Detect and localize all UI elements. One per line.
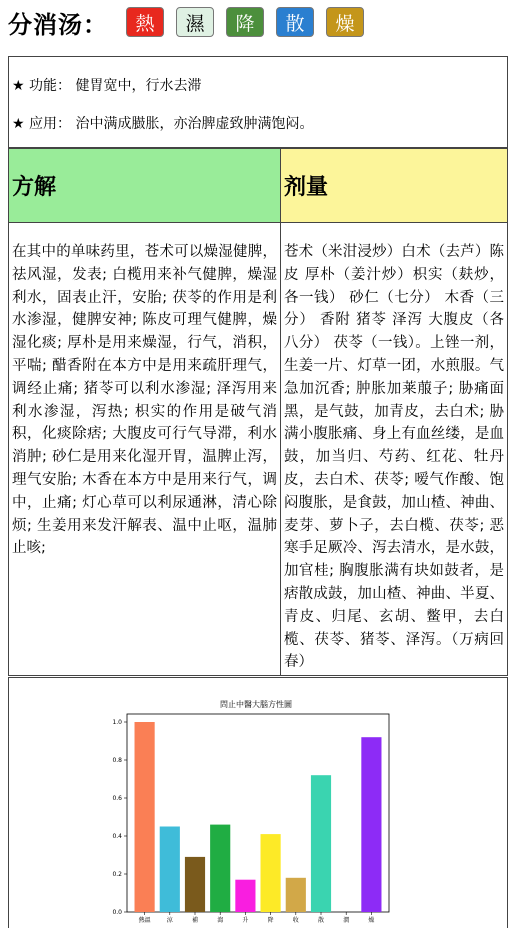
application-text: 治中满成臌胀，亦治脾虚致肿满饱闷。 [75,116,314,132]
formula-table [8,148,508,676]
badge-hot: 熱 [126,7,164,37]
dosage-body: 苍术（米泔浸炒）白术（去芦）陈皮 厚朴（姜汁炒）枳实（麸炒，各一钱） 砂仁（七分） 木香（三分） 香附 猪苓 泽泻 大腹皮（各八分） 茯苓（一钱）。上锉一剂，生姜一片、灯草一团，水煎服。气急加沉香; 肿胀加莱菔子; 胁痛面黑，是气鼓，加青皮，去白术; 胁满小腹胀痛、身上有血丝缕，是血鼓，加当归、芍药、红花、牡丹皮，去白术、茯苓; 嗳气作酸、饱闷腹胀，是食鼓，加山楂、神曲、麦芽、萝卜子，去白榄、茯苓; 恶寒手足厥冷、泻去清水，是水鼓，加官桂; 胸腹胀满有块如鼓者，是痞散成鼓，加山楂、神曲、半夏、青皮、归尾、玄胡、鳖甲，去白榄、茯苓、猪苓、泽泻。（万病回春） [284,244,504,671]
x-tick-label: 涼 [166,917,173,924]
x-tick-label: 散 [317,917,325,924]
bar-0 [135,722,155,912]
x-tick-label: 收 [292,917,299,924]
function-box [8,56,508,148]
bar-3 [210,825,230,912]
application-label: ★ 应用： [12,116,72,132]
bar-7 [311,775,331,912]
x-tick-label: 潤 [343,917,350,924]
bar-2 [185,857,205,912]
function-text: 健胃宽中，行水去滞 [75,78,202,94]
x-tick-label: 瀉 [217,917,224,924]
bar-1 [160,827,180,913]
bar-4 [235,880,255,912]
header [8,0,518,44]
chart-title: 問止中醫大腦方性圖 [220,700,292,709]
y-tick-label: 0.4 [112,833,122,840]
x-tick-label: 熱溫 [138,917,151,924]
property-chart [9,678,507,928]
chart-box [8,677,508,928]
y-tick-label: 0.2 [112,871,122,878]
y-tick-label: 1.0 [112,719,122,726]
y-tick-label: 0.0 [112,909,122,916]
application-line [12,113,313,133]
badge-damp: 濕 [176,7,214,37]
explanation-header: 方解 [9,149,281,223]
badge-dry: 燥 [326,7,364,37]
x-tick-label: 降 [267,917,274,924]
y-tick-label: 0.8 [112,757,122,764]
page-title: 分消汤： [8,10,108,39]
bar-9 [361,737,381,912]
bar-6 [286,878,306,912]
badge-descend: 降 [226,7,264,37]
x-tick-label: 燥 [368,917,375,924]
function-label: ★ 功能： [12,78,72,94]
dosage-header: 剂量 [281,149,507,223]
y-tick-label: 0.6 [112,795,122,802]
function-line [12,75,201,95]
x-tick-label: 補 [191,917,199,924]
x-tick-label: 升 [242,917,249,924]
bar-5 [261,834,281,912]
explanation-body: 在其中的单味药里，苍术可以燥湿健脾，祛风湿，发表; 白榄用来补气健脾，燥湿利水，固表止汗，安胎; 茯苓的作用是利水渗湿，健脾安神; 陈皮可理气健脾，燥湿化痰; 厚朴是用来燥湿，行气，消积，平喘; 醋香附在本方中是用来疏肝理气，调经止痛; 猪苓可以利水渗湿; 泽泻用来利水渗湿，泻热; 枳实的作用是破气消积，化痰除痞; 大腹皮可行气导滞，利水消肿; 砂仁是用来化湿开胃，温脾止泻，理气安胎; 木香在本方中是用来行气，调中，止痛; 灯心草可以利尿通淋，清心除烦; 生姜用来发汗解表、温中止呕，温肺止咳; [9,223,281,676]
badge-disperse: 散 [276,7,314,37]
